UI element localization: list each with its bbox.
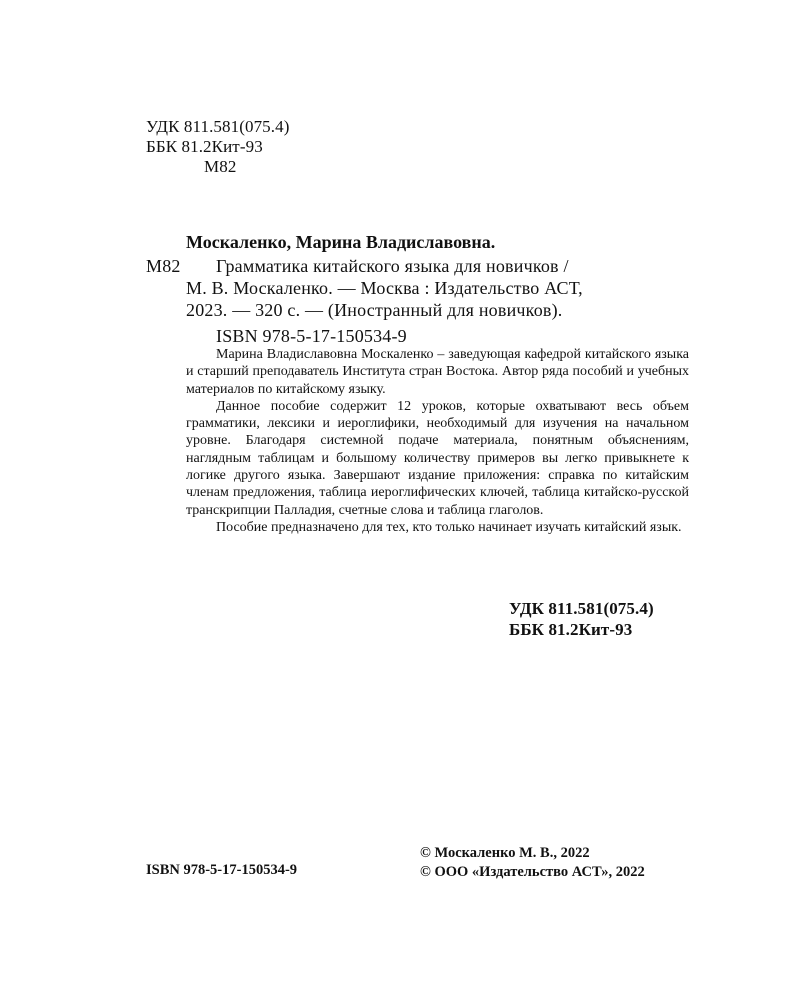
- copyright-author: © Москаленко М. В., 2022: [420, 845, 590, 861]
- bbk-code-bottom: ББК 81.2Кит-93: [509, 620, 633, 639]
- annotation-paragraph: Марина Владиславовна Москаленко – заведующая кафедрой китайского языка и старший преподаватель Института стран Востока. Автор ряда пособий и учебных материалов по китайскому языку.: [186, 347, 689, 397]
- author-sign-top: М82: [204, 157, 237, 176]
- bbk-code-top: ББК 81.2Кит-93: [146, 137, 263, 156]
- title-line-2: М. В. Москаленко. — Москва : Издательство АСТ,: [186, 278, 583, 298]
- isbn: ISBN 978-5-17-150534-9: [216, 326, 407, 346]
- udk-code-top: УДК 811.581(075.4): [146, 117, 290, 136]
- annotation: [186, 346, 689, 536]
- title-line-3: 2023. — 320 с. — (Иностранный для новичков).: [186, 300, 563, 320]
- udk-code-bottom: УДК 811.581(075.4): [509, 599, 654, 618]
- title-line-1: Грамматика китайского языка для новичков /: [216, 256, 569, 276]
- copyright-publisher: © ООО «Издательство АСТ», 2022: [420, 864, 645, 880]
- author-sign: М82: [146, 256, 181, 276]
- annotation-paragraph: Данное пособие содержит 12 уроков, которые охватывают весь объем грамматики, лексики и иероглифики, необходимый для изучения на начальном уровне. Благодаря системной подаче материала, понятным объяснениям, наглядным таблицам и большому количеству примеров вы легко привыкнете к логике другого языка. Завершают издание приложения: справка по китайским членам предложения, таблица иероглифических ключей, таблица китайско-русской транскрипции Палладия, счетные слова и таблица глаголов.: [186, 398, 689, 518]
- author-heading: Москаленко, Марина Владиславовна.: [186, 232, 496, 252]
- footer-isbn: ISBN 978-5-17-150534-9: [146, 862, 298, 878]
- annotation-paragraph: Пособие предназначено для тех, кто только начинает изучать китайский язык.: [216, 519, 682, 535]
